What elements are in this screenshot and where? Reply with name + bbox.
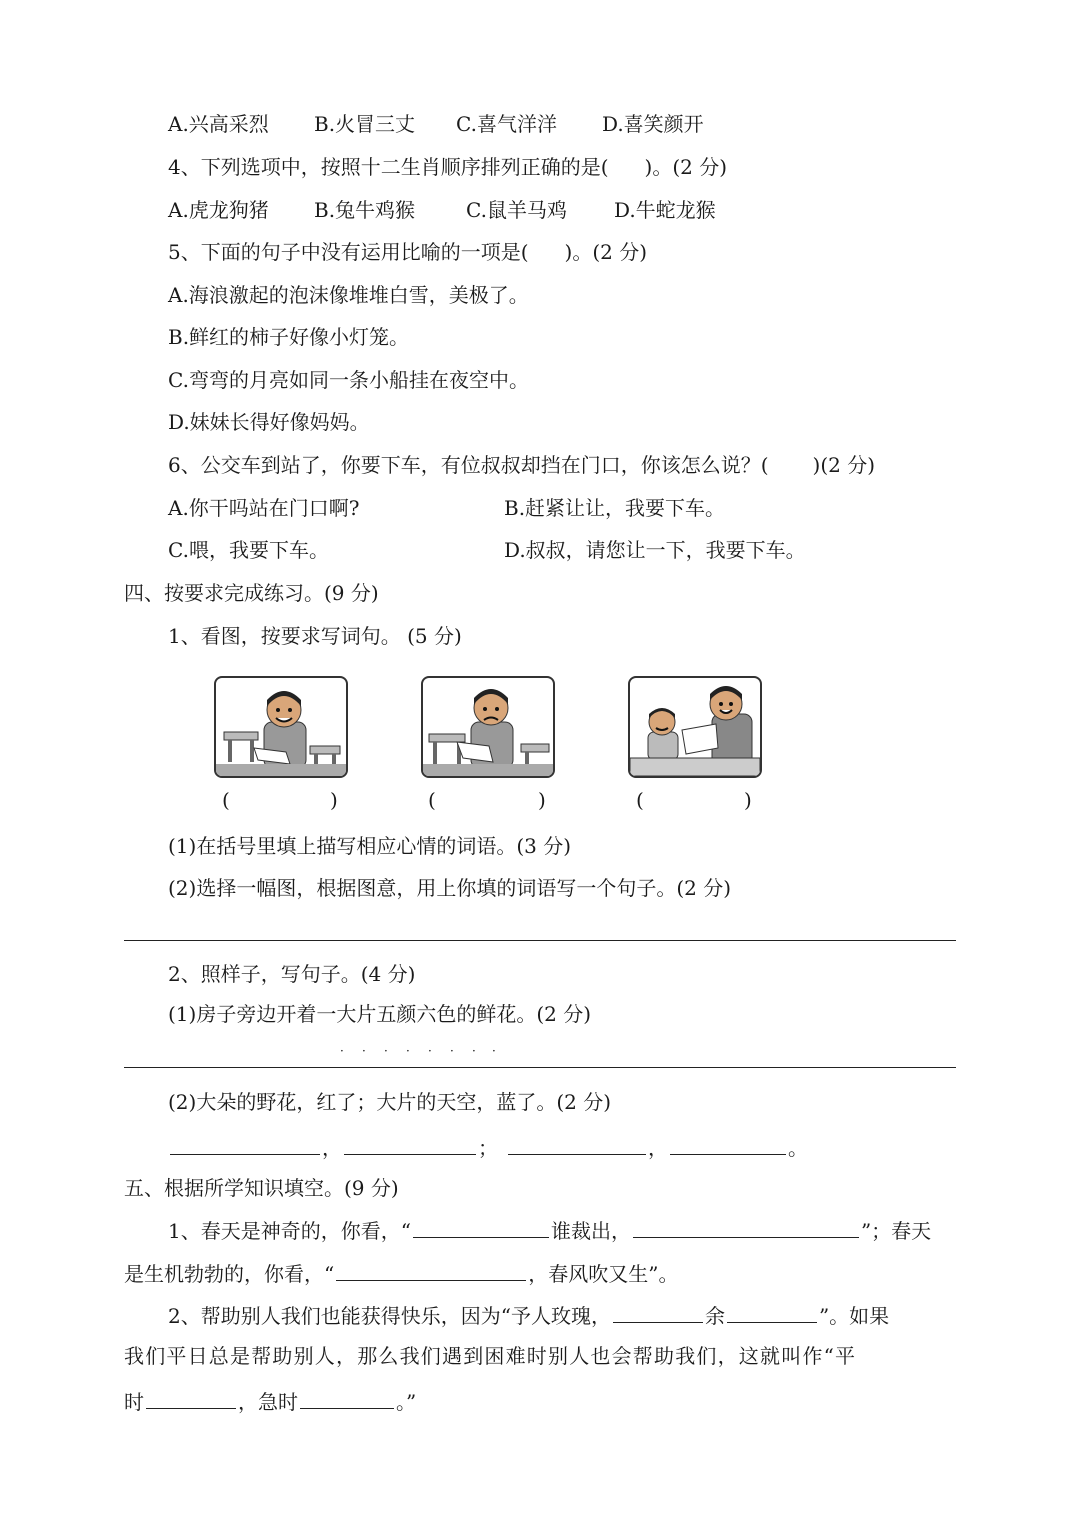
q3-option-d: D.喜笑颜开 <box>602 112 704 136</box>
emphasis-dot: · <box>340 1044 344 1058</box>
q5-option-c: C.弯弯的月亮如同一条小船挂在夜空中。 <box>168 368 529 392</box>
section4-title: 四、按要求完成练习。(9 分) <box>124 581 379 605</box>
emphasis-dot: · <box>450 1044 454 1058</box>
section4-item2: 2、照样子，写句子。(4 分) <box>168 962 416 986</box>
q4-option-b: B.兔牛鸡猴 <box>314 198 416 222</box>
blank-urgent-time[interactable] <box>300 1386 394 1409</box>
text: 谁裁出， <box>550 1219 631 1243</box>
q3-option-c: C.喜气洋洋 <box>456 112 557 136</box>
blank-rose-2[interactable] <box>727 1300 817 1323</box>
picture-sad-boy <box>421 676 555 778</box>
text: 2、帮助别人我们也能获得快乐，因为“予人玫瑰， <box>168 1304 611 1328</box>
picture2-answer-close: ) <box>538 788 546 812</box>
section5-item1-line2 <box>124 1258 678 1288</box>
q3-option-a: A.兴高采烈 <box>168 112 269 136</box>
blank-spring-2[interactable] <box>633 1215 859 1238</box>
comma: ， <box>322 1136 342 1160</box>
q4-stem <box>168 153 727 181</box>
text: ，春风吹又生”。 <box>528 1262 679 1286</box>
q4-stem-text: 4、下列选项中，按照十二生肖顺序排列正确的是( <box>168 155 609 179</box>
picture3-answer-open: ( <box>636 788 644 812</box>
emphasis-dot: · <box>492 1044 496 1058</box>
blank-2[interactable] <box>344 1132 476 1155</box>
q4-stem-end: )。(2 分) <box>644 155 728 179</box>
blank-spring-1[interactable] <box>413 1215 549 1238</box>
picture3-answer-close: ) <box>744 788 752 812</box>
text: ”。如果 <box>818 1304 890 1328</box>
emphasis-dot: · <box>384 1044 388 1058</box>
q6-stem <box>168 451 875 479</box>
q6-stem-end: )(2 分) <box>812 453 876 477</box>
text: ”；春天 <box>860 1219 932 1243</box>
picture1-answer-open: ( <box>222 788 230 812</box>
picture2-answer-open: ( <box>428 788 436 812</box>
picture-father-and-son <box>628 676 762 778</box>
q4-option-d: D.牛蛇龙猴 <box>614 198 716 222</box>
blank-1[interactable] <box>170 1132 320 1155</box>
text: ，急时 <box>238 1390 298 1414</box>
q4-option-a: A.虎龙狗猪 <box>168 198 269 222</box>
comma: ， <box>648 1136 668 1160</box>
q6-option-d: D.叔叔，请您让一下，我要下车。 <box>504 538 806 562</box>
q6-option-a: A.你干吗站在门口啊? <box>168 496 360 520</box>
q5-option-d: D.妹妹长得好像妈妈。 <box>168 410 370 434</box>
q5-stem-end: )。(2 分) <box>564 240 648 264</box>
section5-item2-line1 <box>168 1300 889 1330</box>
emphasis-dot: · <box>406 1044 410 1058</box>
section5-title: 五、根据所学知识填空。(9 分) <box>124 1176 399 1200</box>
section5-item2-line2: 我们平日总是帮助别人，那么我们遇到困难时别人也会帮助我们，这就叫作“平 <box>124 1344 857 1368</box>
section4-item2-sub1: (1)房子旁边开着一大片五颜六色的鲜花。(2 分) <box>168 1002 592 1026</box>
q4-option-c: C.鼠羊马鸡 <box>466 198 567 222</box>
q5-option-b: B.鲜红的柿子好像小灯笼。 <box>168 325 410 349</box>
section4-item2-sub2: (2)大朵的野花，红了；大片的天空，蓝了。(2 分) <box>168 1090 612 1114</box>
blank-4[interactable] <box>670 1132 786 1155</box>
q5-stem-text: 5、下面的句子中没有运用比喻的一项是( <box>168 240 529 264</box>
answer-line-2 <box>124 1067 956 1068</box>
q5-stem <box>168 238 647 266</box>
answer-line-1 <box>124 940 956 941</box>
picture-happy-boy <box>214 676 348 778</box>
semicolon: ； <box>478 1136 498 1160</box>
blank-3[interactable] <box>508 1132 646 1155</box>
q6-option-b: B.赶紧让让，我要下车。 <box>504 496 726 520</box>
emphasis-dot: · <box>428 1044 432 1058</box>
q6-option-c: C.喂，我要下车。 <box>168 538 329 562</box>
blank-spring-3[interactable] <box>336 1258 526 1281</box>
text: 余 <box>704 1304 725 1328</box>
q5-option-a: A.海浪激起的泡沫像堆堆白雪，美极了。 <box>168 283 529 307</box>
section4-item1: 1、看图，按要求写词句。 (5 分) <box>168 624 462 648</box>
emphasis-dot: · <box>472 1044 476 1058</box>
section5-item2-line3 <box>124 1386 416 1416</box>
text: 时 <box>124 1390 144 1414</box>
section4-sub2: (2)选择一幅图，根据图意，用上你填的词语写一个句子。(2 分) <box>168 876 732 900</box>
blank-rose-1[interactable] <box>613 1300 703 1323</box>
fill-in-row <box>168 1132 808 1162</box>
picture1-answer-close: ) <box>330 788 338 812</box>
section5-item1-line1 <box>168 1215 931 1245</box>
blank-usual-time[interactable] <box>146 1386 236 1409</box>
period: 。 <box>788 1136 808 1160</box>
section4-sub1: (1)在括号里填上描写相应心情的词语。(3 分) <box>168 834 572 858</box>
emphasis-dot: · <box>362 1044 366 1058</box>
text: 。” <box>396 1390 417 1414</box>
q6-stem-text: 6、公交车到站了，你要下车，有位叔叔却挡在门口，你该怎么说？( <box>168 453 769 477</box>
q3-option-b: B.火冒三丈 <box>314 112 416 136</box>
text: 是生机勃勃的，你看，“ <box>124 1262 335 1286</box>
text: 1、春天是神奇的，你看，“ <box>168 1219 411 1243</box>
